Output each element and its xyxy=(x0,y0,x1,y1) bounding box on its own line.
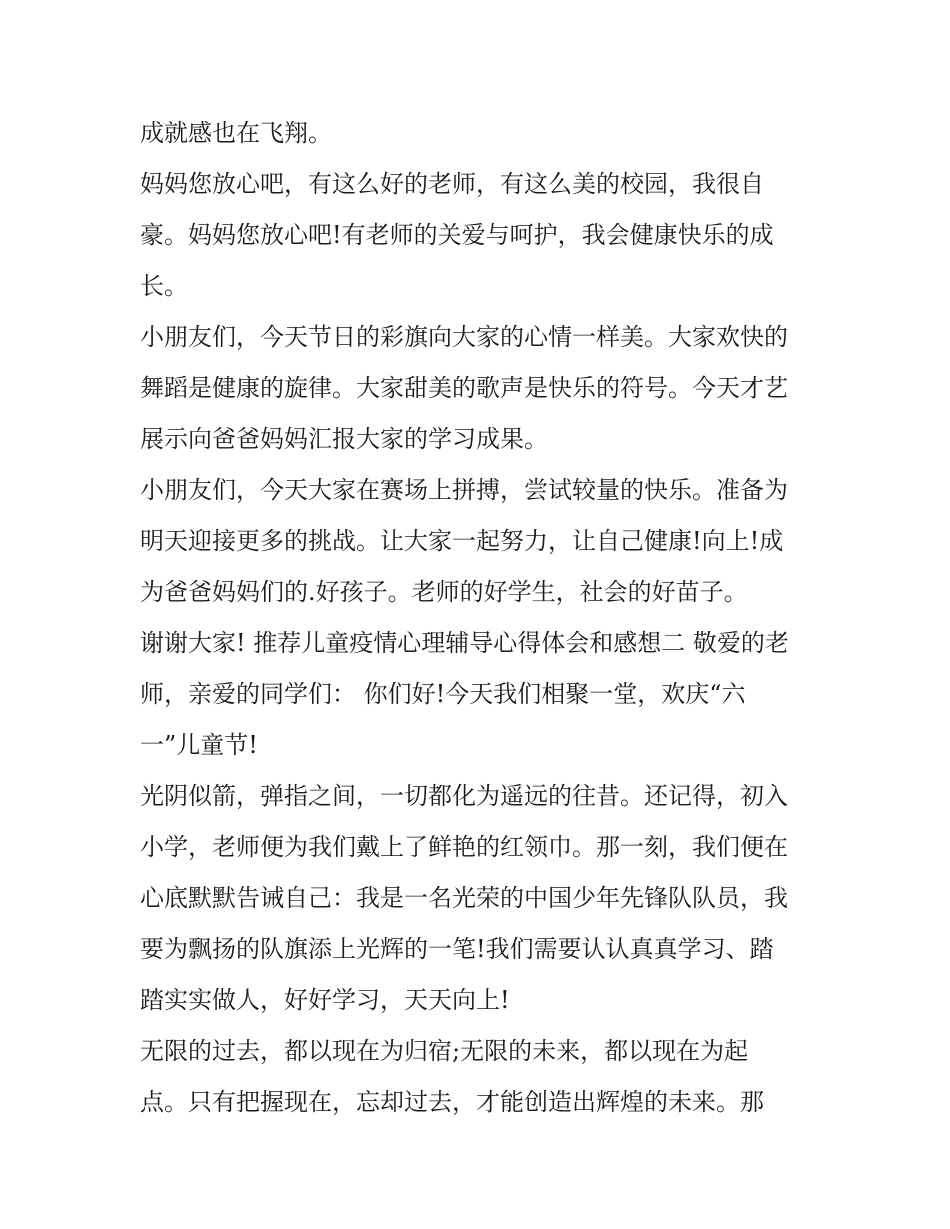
text-line: 踏实实做人，好好学习，天天向上! xyxy=(140,986,510,1014)
text-line: 谢谢大家! 推荐儿童疫情心理辅导心得体会和感想二 敬爱的老 xyxy=(140,629,789,657)
text-line: 点。只有把握现在，忘却过去，才能创造出辉煌的未来。那 xyxy=(140,1088,764,1116)
text-line: 豪。妈妈您放心吧!有老师的关爱与呵护，我会健康快乐的成 xyxy=(140,221,774,249)
text-line: 无限的过去，都以现在为归宿;无限的未来，都以现在为起 xyxy=(140,1037,749,1065)
text-line: 光阴似箭，弹指之间，一切都化为遥远的往昔。还记得，初入 xyxy=(140,782,788,810)
text-line: 妈妈您放心吧，有这么好的老师，有这么美的校园，我很自 xyxy=(140,170,764,198)
text-line: 小朋友们，今天大家在赛场上拼搏，尝试较量的快乐。准备为 xyxy=(140,476,788,504)
text-line: 一”儿童节! xyxy=(140,731,258,759)
text-line: 心底默默告诫自己：我是一名光荣的中国少年先锋队队员，我 xyxy=(140,884,788,912)
text-line: 为爸爸妈妈们的.好孩子。老师的好学生，社会的好苗子。 xyxy=(140,578,748,606)
text-line: 明天迎接更多的挑战。让大家一起努力，让自己健康!向上!成 xyxy=(140,527,784,555)
text-line: 小学，老师便为我们戴上了鲜艳的红领巾。那一刻，我们便在 xyxy=(140,833,788,861)
text-line: 要为飘扬的队旗添上光辉的一笔!我们需要认认真真学习、踏 xyxy=(140,935,774,963)
text-line: 展示向爸爸妈妈汇报大家的学习成果。 xyxy=(140,425,548,453)
text-line: 舞蹈是健康的旋律。大家甜美的歌声是快乐的符号。今天才艺 xyxy=(140,374,788,402)
text-line: 长。 xyxy=(140,272,188,300)
text-line: 师，亲爱的同学们： 你们好!今天我们相聚一堂，欢庆“六 xyxy=(140,680,746,708)
text-line: 成就感也在飞翔。 xyxy=(140,119,332,147)
document-body xyxy=(140,108,820,1128)
text-line: 小朋友们，今天节日的彩旗向大家的心情一样美。大家欢快的 xyxy=(140,323,788,351)
